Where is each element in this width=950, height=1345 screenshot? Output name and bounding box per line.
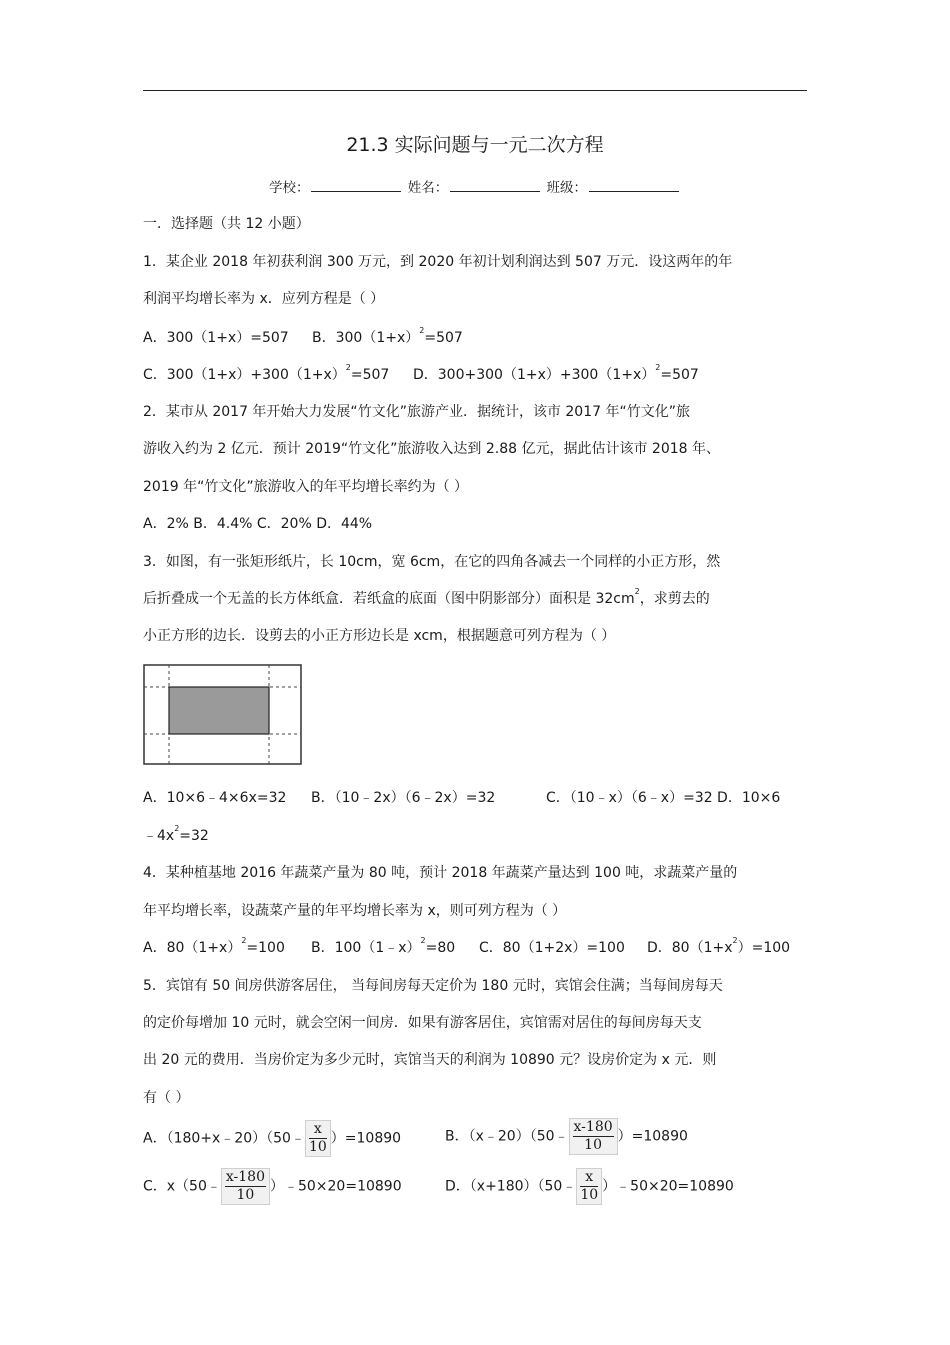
q2-line3: 2019 年“竹文化”旅游收入的年平均增长率约为（ ）: [143, 479, 469, 495]
fraction-x-minus-180-over-10: $\frac{x-180}{10}$: [221, 1168, 270, 1205]
class-blank[interactable]: [589, 179, 679, 192]
q3-option-a: A．10×6﹣4×6x=32: [143, 790, 287, 806]
q5-option-b: B．（x﹣20）（50﹣ $\frac{x-180}{10}$ ）=10890: [445, 1119, 688, 1153]
q4-option-d: D．$80(1+x^2)=100$: [647, 936, 791, 956]
q4-option-c: C．80（1+2x）=100: [479, 940, 625, 956]
q3-line1: 3．如图，有一张矩形纸片，长 10cm，宽 6cm，在它的四角各减去一个同样的小正方形，然: [143, 554, 721, 570]
q5-line2: 的定价每增加 10 元时，就会空闲一间房．如果有游客居住，宾馆需对居住的每间房每天支: [143, 1015, 702, 1031]
q3-option-d-cont: $﹣4x^2=32$: [143, 824, 209, 844]
school-label: 学校：: [268, 180, 310, 196]
fraction-x-over-10: $\frac{x}{10}$: [576, 1168, 602, 1205]
q3-rectangle-figure: [143, 664, 303, 766]
q5-option-d: D．（x+180）（50﹣ $\frac{x}{10}$ ）﹣50×20=10890: [445, 1169, 734, 1203]
q1-option-b: B．$300(1+x)^2=507$: [312, 326, 463, 346]
q3-option-b: B．（10﹣2x）（6﹣2x）=32: [311, 790, 496, 806]
q4-option-a: A．$80(1+x)^2=100$: [143, 936, 285, 956]
q1-line1: 1．某企业 2018 年初获利润 300 万元，到 2020 年初计划利润达到 507 万元．设这两年的年: [143, 254, 733, 270]
q3-line3: 小正方形的边长．设剪去的小正方形边长是 xcm，根据题意可列方程为（ ）: [143, 628, 616, 644]
fraction-x-over-10: $\frac{x}{10}$: [305, 1120, 331, 1157]
q4-line1: 4．某种植基地 2016 年蔬菜产量为 80 吨，预计 2018 年蔬菜产量达到 100 吨，求蔬菜产量的: [143, 865, 738, 881]
q5-line1: 5．宾馆有 50 间房供游客居住， 当每间房每天定价为 180 元时，宾馆会住满；当每间房每天: [143, 978, 723, 994]
q2-line2: 游收入约为 2 亿元．预计 2019“竹文化”旅游收入达到 2.88 亿元，据此估计该市 2018 年、: [143, 441, 720, 457]
q1-line2: 利润平均增长率为 x．应列方程是（ ）: [143, 291, 385, 307]
fraction-x-minus-180-over-10: $\frac{x-180}{10}$: [569, 1118, 618, 1155]
box-base-shaded: [169, 687, 269, 734]
q3-line2: 后折叠成一个无盖的长方体纸盒．若纸盒的底面（图中阴影部分）面积是 $32cm^2$，求剪去的: [143, 587, 710, 607]
q4-line2: 年平均增长率，设蔬菜产量的年平均增长率为 x，则可列方程为（ ）: [143, 903, 567, 919]
q3-option-c: C．（10﹣x）（6﹣x）=32 D．10×6: [546, 790, 781, 806]
page-title: 21.3 实际问题与一元二次方程: [346, 134, 604, 156]
name-blank[interactable]: [450, 179, 540, 192]
q5-line3: 出 20 元的费用．当房价定为多少元时，宾馆当天的利润为 10890 元？设房价定为 x 元．则: [143, 1052, 717, 1068]
q4-option-b: B．100（1﹣x）$^2$=80: [311, 936, 456, 956]
q2-options: A．2% B．4.4% C．20% D．44%: [143, 516, 373, 532]
name-label: 姓名：: [407, 180, 449, 196]
q1-option-d: D．$300+300(1+x)+300(1+x)^2=507$: [413, 363, 699, 383]
top-rule: [143, 90, 807, 91]
school-blank[interactable]: [311, 179, 401, 192]
class-label: 班级：: [546, 180, 588, 196]
q5-option-c: C．x（50﹣ $\frac{x-180}{10}$ ）﹣50×20=10890: [143, 1169, 402, 1203]
q1-option-a: A．300（1+x）=507: [143, 330, 289, 346]
q5-line4: 有（ ）: [143, 1090, 190, 1106]
student-info-line: [0, 176, 950, 196]
q1-option-c: C．$300(1+x)+300(1+x)^2=507$: [143, 363, 390, 383]
section-heading: 一．选择题（共 12 小题）: [143, 216, 310, 232]
q2-line1: 2．某市从 2017 年开始大力发展“竹文化”旅游产业．据统计，该市 2017 年“竹文化”旅: [143, 404, 690, 420]
q5-option-a: A．（180+x﹣20）（50﹣ $\frac{x}{10}$ ）=10890: [143, 1121, 402, 1155]
